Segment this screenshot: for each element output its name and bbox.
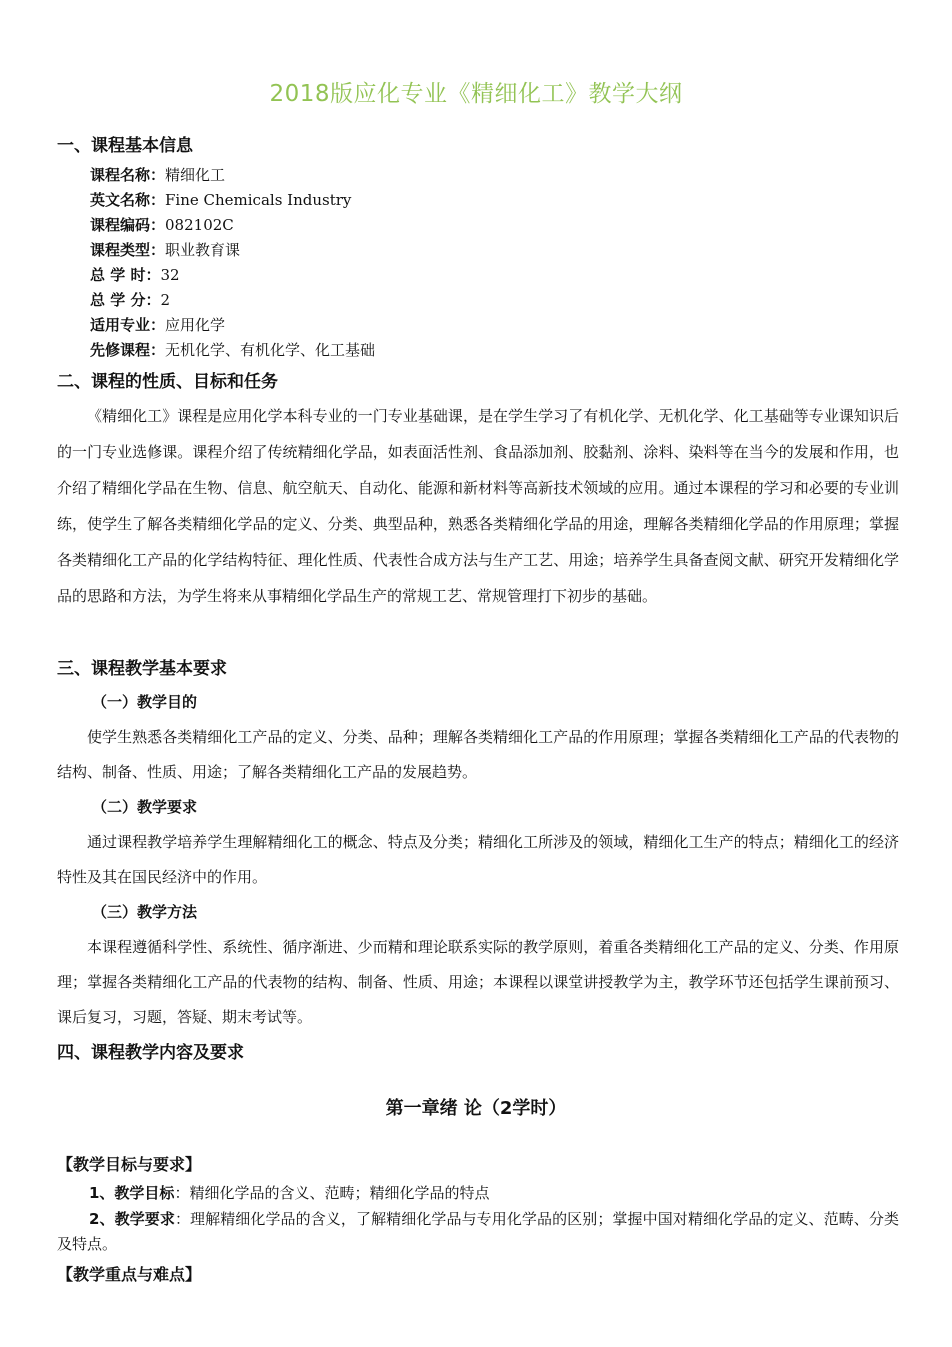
section4-heading: 四、课程教学内容及要求 (57, 1043, 244, 1063)
teaching-requirements-paragraph: 通过课程教学培养学生理解精细化工的概念、特点及分类；精细化工所涉及的领域，精细化工生产的特点；精细化工的经济特性及其在国民经济中的作用。 (57, 833, 899, 886)
subsection-teaching-methods: （三）教学方法 (92, 903, 198, 921)
info-label: 课程类型： (90, 241, 166, 259)
info-row-total-hours (90, 263, 180, 287)
info-value: 无机化学、有机化学、化工基础 (165, 341, 376, 359)
subsection-teaching-requirements: （二）教学要求 (92, 798, 198, 816)
info-value: 32 (160, 266, 180, 284)
section3-heading: 三、课程教学基本要求 (57, 659, 227, 679)
page-title: 2018版应化专业《精细化工》教学大纲 (269, 81, 683, 107)
section2-heading: 二、课程的性质、目标和任务 (57, 372, 278, 392)
teaching-methods-paragraph: 本课程遵循科学性、系统性、循序渐进、少而精和理论联系实际的教学原则，着重各类精细化工产品的定义、分类、作用原理；掌握各类精细化工产品的代表物的结构、制备、性质、用途；本课程以课堂讲授教学为主，教学环节还包括学生课前预习、课后复习，习题，答疑、期末考试等。 (57, 938, 899, 1026)
focus-heading: 【教学重点与难点】 (57, 1265, 202, 1284)
info-label: 总 学 时： (90, 266, 161, 284)
info-row-major (90, 313, 225, 337)
info-value: 精细化工 (165, 166, 226, 184)
info-label: 英文名称： (90, 191, 166, 209)
goals-heading: 【教学目标与要求】 (57, 1155, 202, 1174)
section1-heading: 一、课程基本信息 (57, 136, 193, 156)
teaching-purpose-paragraph: 使学生熟悉各类精细化工产品的定义、分类、品种；理解各类精细化工产品的作用原理；掌握各类精细化工产品的代表物的结构、制备、性质、用途；了解各类精细化工产品的发展趋势。 (57, 728, 899, 781)
item-text: ：精细化学品的含义、范畴；精细化学品的特点 (174, 1184, 490, 1202)
subsection-teaching-purpose: （一）教学目的 (92, 693, 198, 711)
teaching-requirement-item (57, 1207, 899, 1257)
info-row-course-type (90, 238, 240, 262)
info-value: 应用化学 (165, 316, 226, 334)
item-label: 2、教学要求 (89, 1210, 175, 1228)
info-label: 课程编码： (90, 216, 166, 234)
info-label: 课程名称： (90, 166, 166, 184)
info-value: 职业教育课 (165, 241, 241, 259)
chapter-title: 第一章绪 论（2学时） (385, 1098, 567, 1119)
teaching-goal-item (57, 1181, 899, 1206)
item-label: 1、教学目标 (89, 1184, 175, 1202)
section2-paragraph: 《精细化工》课程是应用化学本科专业的一门专业基础课，是在学生学习了有机化学、无机化学、化工基础等专业课知识后的一门专业选修课。课程介绍了传统精细化学品，如表面活性剂、食品添加剂、胶黏剂、涂料、染料等在当今的发展和作用，也介绍了精细化学品在生物、信息、航空航天、自动化、能源和新材料等高新技术领域的应用。通过本课程的学习和必要的专业训练，使学生了解各类精细化学品的定义、分类、典型品种，熟悉各类精细化学品的用途，理解各类精细化学品的作用原理；掌握各类精细化工产品的化学结构特征、理化性质、代表性合成方法与生产工艺、用途；培养学生具备查阅文献、研究开发精细化学品的思路和方法，为学生将来从事精细化学品生产的常规工艺、常规管理打下初步的基础。 (57, 407, 899, 605)
info-label: 总 学 分： (90, 291, 161, 309)
info-row-course-name (90, 163, 225, 187)
info-row-course-code (90, 213, 234, 237)
info-label: 适用专业： (90, 316, 166, 334)
info-value: Fine Chemicals Industry (165, 191, 352, 209)
item-text: ：理解精细化学品的含义，了解精细化学品与专用化学品的区别；掌握中国对精细化学品的定义、范畴、分类及特点。 (57, 1210, 899, 1253)
info-row-english-name (90, 188, 351, 212)
info-row-prerequisites (90, 338, 375, 362)
info-value: 2 (160, 291, 170, 309)
info-label: 先修课程： (90, 341, 166, 359)
info-row-total-credits (90, 288, 170, 312)
info-value: 082102C (165, 216, 234, 234)
